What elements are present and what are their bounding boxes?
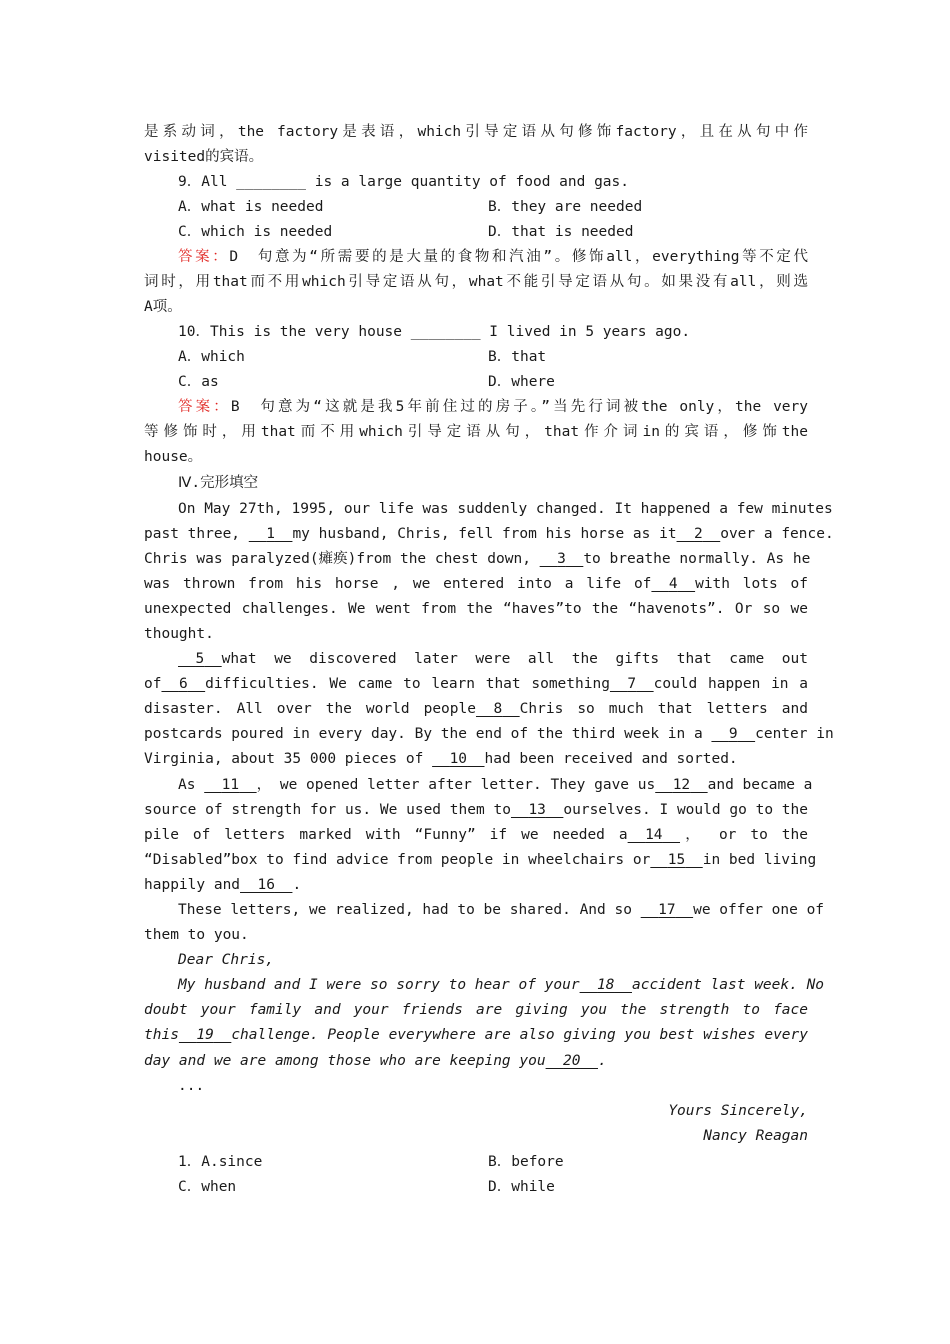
text-line: of 6 difficulties. We came to learn that something 7 could happen in a [144, 672, 808, 697]
letter-closing: Yours Sincerely, [668, 1103, 808, 1119]
answer-line [178, 395, 808, 420]
blank-19[interactable]: 19 [196, 1027, 214, 1043]
text-line: On May 27th, 1995, our life was suddenly changed. It happened a few minutes [178, 501, 833, 517]
text-line: As 11 ， we opened letter after letter. They gave us 12 and became a [178, 773, 808, 798]
blank-8[interactable]: 8 [493, 701, 503, 717]
option-b: B．that [488, 349, 547, 365]
option-row [178, 370, 808, 395]
blank-16[interactable]: 16 [257, 877, 275, 893]
option-c: C．as [178, 374, 219, 390]
answer-text: D 句意为“所需要的是大量的食物和汽油”。修饰all，everything等不定代 [229, 249, 808, 265]
blank-17[interactable]: 17 [658, 902, 676, 918]
blank-5[interactable]: 5 [195, 651, 205, 667]
answer-text: B 句意为“这就是我5年前住过的房子。”当先行词被the only，the very [230, 399, 808, 415]
blank-12[interactable]: 12 [672, 777, 691, 793]
text-line: Chris was paralyzed(瘫痪)from the chest down, 3 to breathe normally. As he [144, 547, 808, 572]
answer-label: 答案： [178, 399, 231, 415]
option-d: D．where [488, 374, 555, 390]
text-line: pile of letters marked with “Funny” if we needed a 14 ， or to the [144, 823, 808, 848]
option-a: 1．A.since [178, 1154, 263, 1170]
letter-line: doubt your family and your friends are giving you the strength to face [144, 1002, 808, 1018]
text-line: source of strength for us. We used them to 13 ourselves. I would go to the [144, 798, 808, 823]
letter-line: My husband and I were so sorry to hear of your 18 accident last week. No [178, 973, 808, 998]
text-line: happily and 16 . [144, 873, 808, 898]
letter-signature: Nancy Reagan [703, 1128, 808, 1144]
answer-label: 答案： [178, 249, 230, 265]
text-line: A项。 [144, 299, 182, 315]
text-line: unexpected challenges. We went from the “haves”to the “havenots”. Or so we [144, 601, 808, 617]
blank-4[interactable]: 4 [668, 576, 678, 592]
text-line: thought. [144, 626, 214, 642]
text-line: postcards poured in every day. By the end of the third week in a 9 center in [144, 722, 808, 747]
text-line: disaster. All over the world people 8 Chris so much that letters and [144, 697, 808, 722]
blank-10[interactable]: 10 [449, 751, 468, 767]
text-line: These letters, we realized, had to be shared. And so 17 we offer one of [178, 898, 808, 923]
blank-18[interactable]: 18 [597, 977, 615, 993]
letter-line: day and we are among those who are keeping you 20 . [144, 1049, 808, 1074]
letter-greeting: Dear Chris, [178, 952, 275, 968]
blank-15[interactable]: 15 [667, 852, 686, 868]
option-c: C．when [178, 1179, 237, 1195]
text-line: 词时，用that而不用which引导定语从句，what不能引导定语从句。如果没有all，则选 [144, 274, 808, 290]
text-line: 等修饰时，用that而不用which引导定语从句，that作介词in的宾语，修饰the [144, 424, 808, 440]
option-row [178, 345, 808, 370]
ellipsis: ... [178, 1078, 205, 1094]
question-9: 9．All ________ is a large quantity of food and gas. [178, 174, 629, 190]
text-line: visited的宾语。 [144, 149, 264, 165]
blank-1[interactable]: 1 [266, 526, 275, 542]
text-line: 5 what we discovered later were all the gifts that came out [178, 647, 808, 672]
text-line: “Disabled”box to find advice from people in wheelchairs or 15 in bed living [144, 848, 808, 873]
section-heading: Ⅳ.完形填空 [178, 475, 259, 491]
option-a: A．what is needed [178, 199, 324, 215]
blank-2[interactable]: 2 [694, 526, 703, 542]
option-row [178, 1150, 808, 1175]
text-line: Virginia, about 35 000 pieces of 10 had been received and sorted. [144, 747, 808, 772]
option-row [178, 1175, 808, 1200]
text-line: was thrown from his horse , we entered into a life of 4 with lots of [144, 572, 808, 597]
text-line: 是系动词，the factory是表语，which引导定语从句修饰factory，且在从句中作 [144, 124, 808, 140]
blank-14[interactable]: 14 [645, 827, 663, 843]
blank-20[interactable]: 20 [563, 1053, 581, 1069]
answer-line [178, 245, 808, 270]
text-line: house。 [144, 449, 203, 465]
blank-9[interactable]: 9 [728, 726, 738, 742]
option-row [178, 220, 808, 245]
option-b: B．they are needed [488, 199, 643, 215]
option-d: D．while [488, 1179, 555, 1195]
option-a: A．which [178, 349, 245, 365]
option-c: C．which is needed [178, 224, 333, 240]
question-10: 10．This is the very house ________ I lived in 5 years ago. [178, 324, 691, 340]
blank-11[interactable]: 11 [221, 777, 240, 793]
option-b: B．before [488, 1154, 564, 1170]
option-row [178, 195, 808, 220]
text-line: past three, 1 my husband, Chris, fell from his horse as it 2 over a fence. [144, 522, 808, 547]
blank-13[interactable]: 13 [528, 802, 546, 818]
option-d: D．that is needed [488, 224, 634, 240]
blank-3[interactable]: 3 [557, 551, 566, 567]
letter-line: this 19 challenge. People everywhere are also giving you best wishes every [144, 1023, 808, 1048]
text-line: them to you. [144, 927, 249, 943]
blank-6[interactable]: 6 [178, 676, 188, 692]
blank-7[interactable]: 7 [627, 676, 637, 692]
